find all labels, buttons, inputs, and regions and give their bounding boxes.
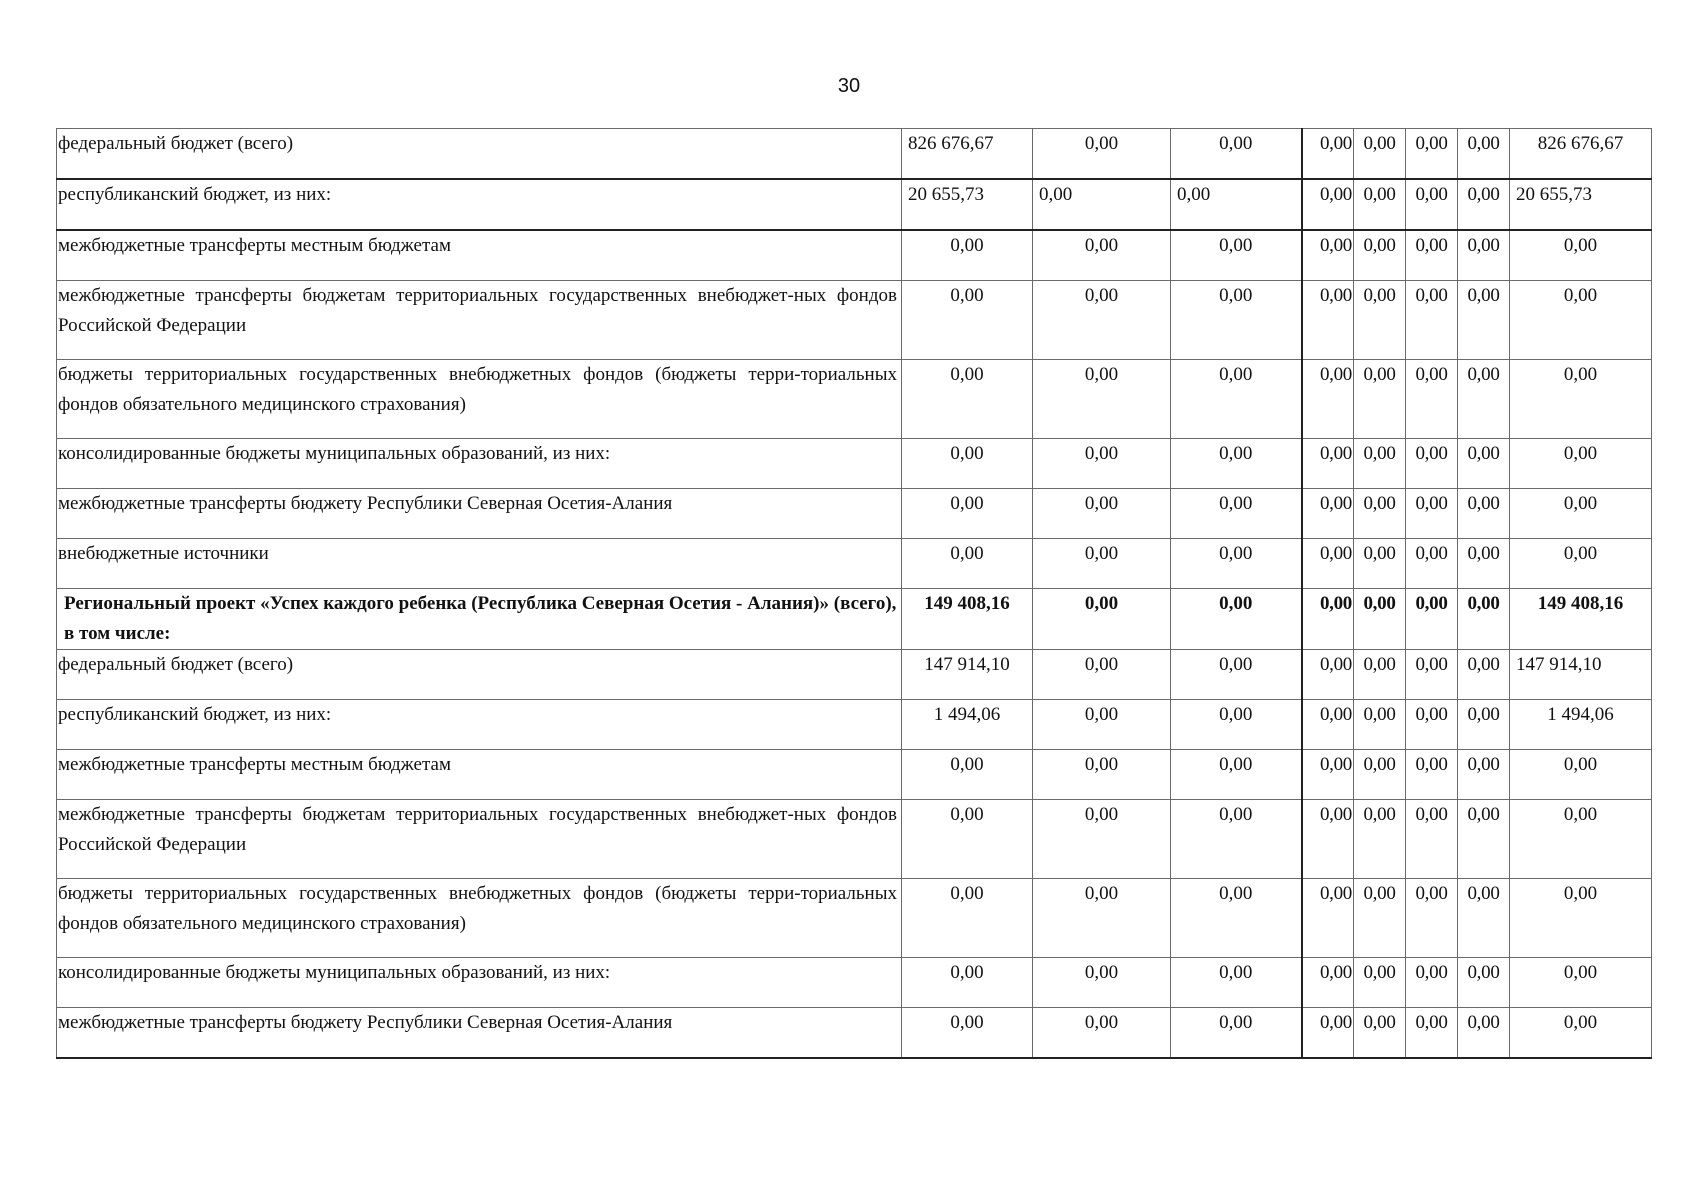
total-cell: 0,00 [1510,750,1652,800]
value-cell: 0,00 [1458,1008,1510,1059]
table-row [57,360,1652,439]
total-cell: 147 914,10 [1510,650,1652,700]
value-cell: 0,00 [1354,589,1406,650]
value-cell: 0,00 [1033,1008,1171,1059]
value-cell: 0,00 [1354,281,1406,360]
value-cell: 0,00 [1458,650,1510,700]
table-row [57,230,1652,281]
value-cell: 0,00 [1302,539,1354,589]
value-cell: 0,00 [1302,700,1354,750]
row-label: межбюджетные трансферты бюджету Республики Северная Осетия-Алания [57,1008,902,1059]
value-cell: 0,00 [902,360,1033,439]
total-cell: 0,00 [1510,489,1652,539]
value-cell: 0,00 [1458,230,1510,281]
value-cell: 0,00 [1458,179,1510,230]
value-cell: 0,00 [1406,179,1458,230]
value-cell: 0,00 [1302,439,1354,489]
value-cell: 0,00 [1354,879,1406,958]
total-cell: 0,00 [1510,800,1652,879]
value-cell: 0,00 [1354,1008,1406,1059]
value-cell: 0,00 [902,539,1033,589]
value-cell: 0,00 [1171,439,1302,489]
value-cell: 0,00 [1406,800,1458,879]
row-label: республиканский бюджет, из них: [57,179,902,230]
table-row-project-total [57,589,1652,650]
value-cell: 0,00 [1354,360,1406,439]
value-cell: 0,00 [1406,589,1458,650]
total-cell: 1 494,06 [1510,700,1652,750]
value-cell: 0,00 [1354,750,1406,800]
value-cell: 0,00 [902,750,1033,800]
value-cell: 0,00 [1302,589,1354,650]
value-cell: 0,00 [1033,589,1171,650]
table-row [57,800,1652,879]
value-cell: 0,00 [1406,281,1458,360]
row-label: межбюджетные трансферты бюджету Республики Северная Осетия-Алания [57,489,902,539]
value-cell: 0,00 [1458,281,1510,360]
value-cell: 0,00 [1458,750,1510,800]
value-cell: 0,00 [1033,281,1171,360]
value-cell: 0,00 [1302,750,1354,800]
value-cell: 0,00 [1302,179,1354,230]
value-cell: 0,00 [1406,539,1458,589]
value-cell: 0,00 [1302,650,1354,700]
value-cell: 0,00 [1458,129,1510,180]
value-cell: 0,00 [1302,360,1354,439]
value-cell: 0,00 [1354,650,1406,700]
value-cell: 0,00 [1302,230,1354,281]
row-label: бюджеты территориальных государственных внебюджетных фондов (бюджеты терри-ториальных фондов обязательного медицинского страхования) [57,360,902,439]
total-cell: 0,00 [1510,539,1652,589]
table-row [57,179,1652,230]
table-row [57,281,1652,360]
value-cell: 0,00 [1406,129,1458,180]
value-cell: 0,00 [902,230,1033,281]
value-cell: 0,00 [1171,958,1302,1008]
table-row [57,439,1652,489]
value-cell: 0,00 [1354,539,1406,589]
total-cell: 0,00 [1510,360,1652,439]
value-cell: 0,00 [1354,439,1406,489]
value-cell: 0,00 [1406,650,1458,700]
value-cell: 20 655,73 [902,179,1033,230]
value-cell: 0,00 [1033,539,1171,589]
table-row [57,539,1652,589]
value-cell: 0,00 [1458,539,1510,589]
value-cell: 0,00 [1171,539,1302,589]
value-cell: 0,00 [1406,360,1458,439]
value-cell: 0,00 [1302,1008,1354,1059]
value-cell: 147 914,10 [902,650,1033,700]
value-cell: 0,00 [1354,958,1406,1008]
row-label: межбюджетные трансферты бюджетам территориальных государственных внебюджет-ных фондов Российской Федерации [57,281,902,360]
value-cell: 0,00 [1354,700,1406,750]
value-cell: 0,00 [1033,750,1171,800]
value-cell: 0,00 [1171,1008,1302,1059]
value-cell: 0,00 [1171,281,1302,360]
value-cell: 0,00 [1171,360,1302,439]
table-row [57,489,1652,539]
page-number: 30 [837,75,861,97]
value-cell: 0,00 [1033,439,1171,489]
value-cell: 0,00 [1458,958,1510,1008]
total-cell: 0,00 [1510,230,1652,281]
table-row [57,650,1652,700]
value-cell: 0,00 [1458,489,1510,539]
table-row [57,958,1652,1008]
value-cell: 0,00 [1406,230,1458,281]
total-cell: 0,00 [1510,281,1652,360]
value-cell: 0,00 [1033,129,1171,180]
value-cell: 0,00 [902,800,1033,879]
value-cell: 0,00 [1406,958,1458,1008]
value-cell: 0,00 [1171,129,1302,180]
value-cell: 0,00 [902,281,1033,360]
total-cell: 0,00 [1510,1008,1652,1059]
value-cell: 0,00 [1033,700,1171,750]
table-row [57,129,1652,180]
value-cell: 0,00 [1458,879,1510,958]
budget-table [56,128,1652,1059]
row-label: межбюджетные трансферты бюджетам территориальных государственных внебюджет-ных фондов Российской Федерации [57,800,902,879]
value-cell: 0,00 [1033,650,1171,700]
value-cell: 0,00 [1354,179,1406,230]
row-label: федеральный бюджет (всего) [57,129,902,180]
row-label: внебюджетные источники [57,539,902,589]
value-cell: 0,00 [1354,800,1406,879]
total-cell: 149 408,16 [1510,589,1652,650]
value-cell: 0,00 [902,439,1033,489]
value-cell: 0,00 [1406,489,1458,539]
total-cell: 0,00 [1510,439,1652,489]
value-cell: 0,00 [1171,589,1302,650]
row-label: республиканский бюджет, из них: [57,700,902,750]
value-cell: 0,00 [1033,179,1171,230]
total-cell: 826 676,67 [1510,129,1652,180]
total-cell: 0,00 [1510,958,1652,1008]
value-cell: 0,00 [1033,879,1171,958]
value-cell: 0,00 [1171,750,1302,800]
value-cell: 0,00 [1458,439,1510,489]
value-cell: 149 408,16 [902,589,1033,650]
value-cell: 0,00 [902,1008,1033,1059]
value-cell: 0,00 [1033,360,1171,439]
value-cell: 0,00 [902,879,1033,958]
value-cell: 0,00 [1171,879,1302,958]
value-cell: 0,00 [1302,281,1354,360]
value-cell: 0,00 [1458,700,1510,750]
value-cell: 0,00 [1033,489,1171,539]
total-cell: 20 655,73 [1510,179,1652,230]
row-label: межбюджетные трансферты местным бюджетам [57,750,902,800]
value-cell: 0,00 [1302,958,1354,1008]
value-cell: 0,00 [1033,800,1171,879]
table-row [57,750,1652,800]
row-label: консолидированные бюджеты муниципальных образований, из них: [57,958,902,1008]
row-label: бюджеты территориальных государственных внебюджетных фондов (бюджеты терри-ториальных фондов обязательного медицинского страхования) [57,879,902,958]
value-cell: 0,00 [1458,800,1510,879]
row-label: консолидированные бюджеты муниципальных образований, из них: [57,439,902,489]
value-cell: 0,00 [1354,129,1406,180]
value-cell: 0,00 [1406,1008,1458,1059]
table-row [57,879,1652,958]
value-cell: 0,00 [902,958,1033,1008]
value-cell: 0,00 [1302,489,1354,539]
row-label: межбюджетные трансферты местным бюджетам [57,230,902,281]
value-cell: 0,00 [1458,360,1510,439]
value-cell: 0,00 [1406,750,1458,800]
value-cell: 0,00 [902,489,1033,539]
value-cell: 0,00 [1171,700,1302,750]
value-cell: 0,00 [1302,800,1354,879]
value-cell: 0,00 [1458,589,1510,650]
value-cell: 0,00 [1171,650,1302,700]
table-row [57,1008,1652,1059]
value-cell: 826 676,67 [902,129,1033,180]
value-cell: 0,00 [1171,489,1302,539]
value-cell: 0,00 [1406,439,1458,489]
value-cell: 1 494,06 [902,700,1033,750]
value-cell: 0,00 [1171,230,1302,281]
value-cell: 0,00 [1354,230,1406,281]
value-cell: 0,00 [1354,489,1406,539]
row-label: федеральный бюджет (всего) [57,650,902,700]
value-cell: 0,00 [1033,230,1171,281]
project-title: Региональный проект «Успех каждого ребенка (Республика Северная Осетия - Алания)» (всего), в том числе: [57,589,902,650]
value-cell: 0,00 [1302,879,1354,958]
value-cell: 0,00 [1302,129,1354,180]
table-row [57,700,1652,750]
total-cell: 0,00 [1510,879,1652,958]
value-cell: 0,00 [1406,700,1458,750]
value-cell: 0,00 [1406,879,1458,958]
value-cell: 0,00 [1171,179,1302,230]
value-cell: 0,00 [1033,958,1171,1008]
value-cell: 0,00 [1171,800,1302,879]
